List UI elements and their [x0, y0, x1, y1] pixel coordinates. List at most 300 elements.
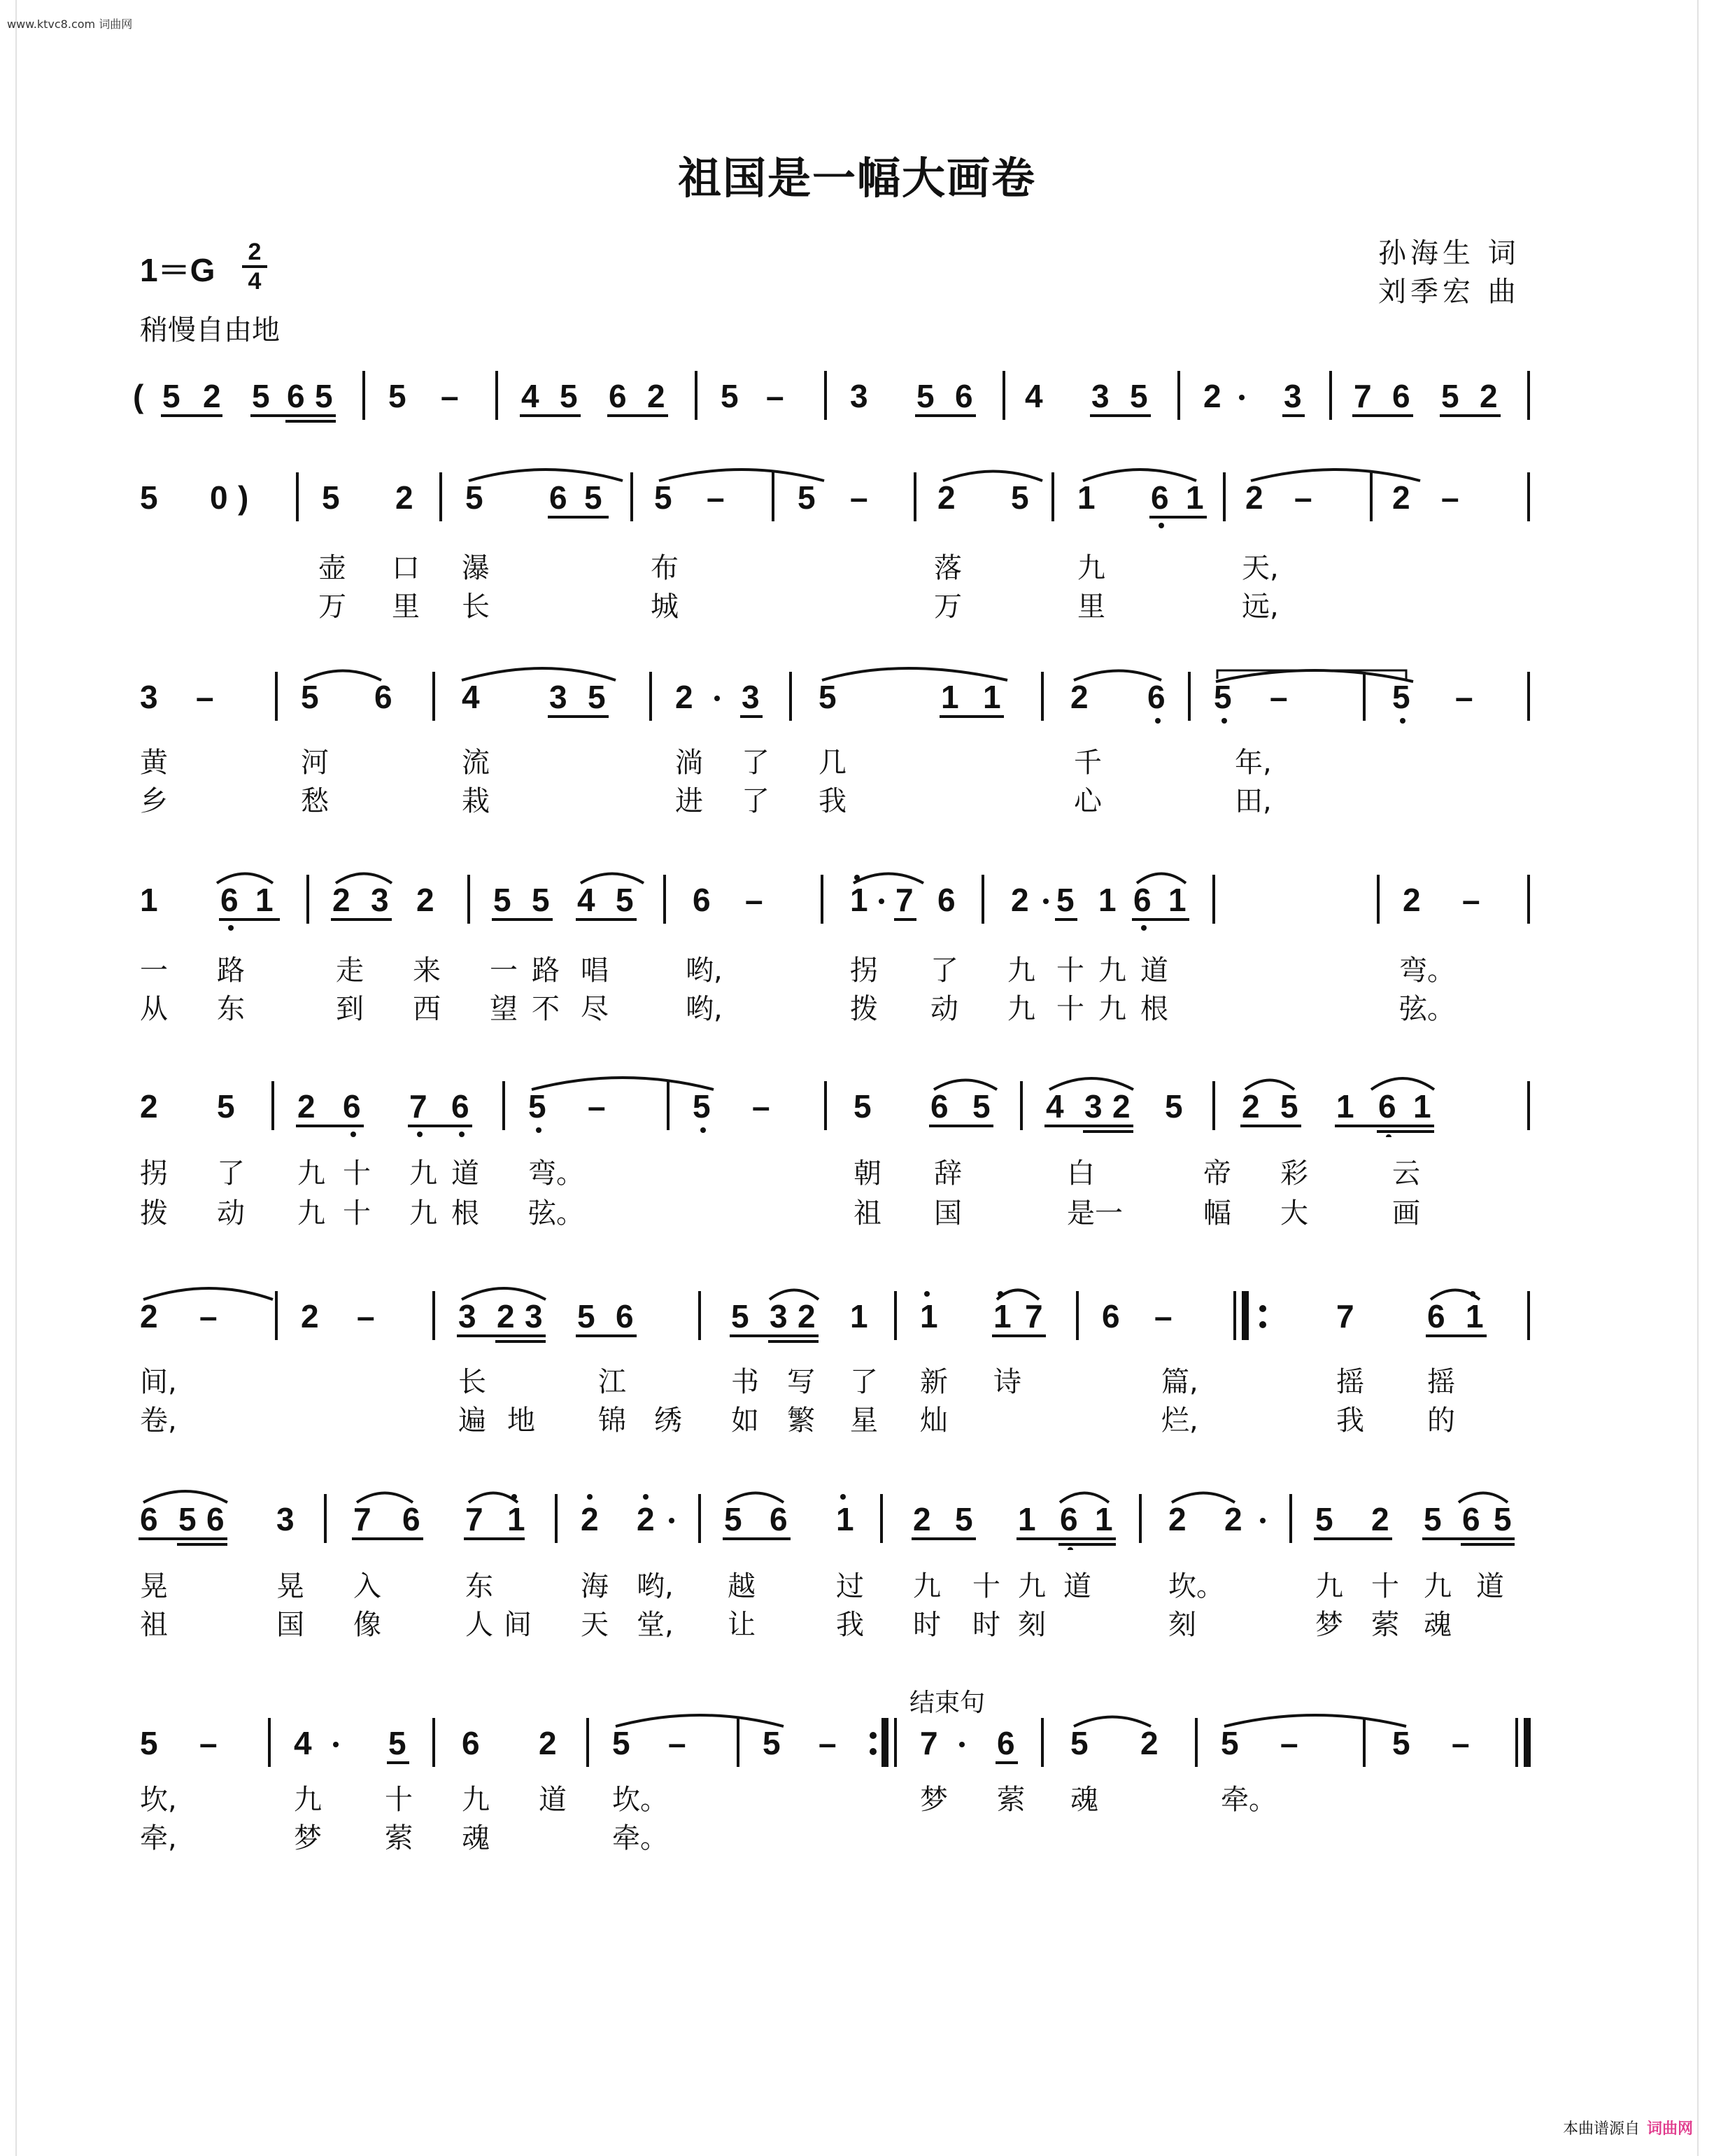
lyric-syllable: 动 [930, 993, 958, 1025]
footer-brand-link[interactable]: 词曲网 [1646, 2120, 1693, 2138]
svg-text:2: 2 [203, 378, 221, 414]
svg-text:2: 2 [637, 1501, 655, 1537]
lyric-syllable: 新 [920, 1366, 948, 1398]
lyric-syllable: 黄 [140, 747, 168, 779]
lyric-syllable: 九 [1315, 1570, 1343, 1602]
svg-text:1: 1 [983, 679, 1001, 715]
lyric-syllable: 大 [1280, 1197, 1308, 1230]
svg-text:7: 7 [409, 1088, 427, 1125]
score-row-7 [133, 1487, 1546, 1669]
lyric-syllable: 的 [1427, 1404, 1455, 1437]
svg-text:5: 5 [1315, 1501, 1333, 1537]
lyric-syllable: 东 [465, 1570, 493, 1602]
svg-text:1: 1 [1413, 1088, 1431, 1125]
lyric-syllable: 星 [850, 1404, 878, 1437]
lyric-syllable: 牵。 [1221, 1784, 1277, 1816]
svg-text:–: – [1455, 679, 1473, 715]
lyric-syllable: 梦 [294, 1822, 322, 1854]
svg-text:1: 1 [1095, 1501, 1113, 1537]
lyric-syllable: 堂, [637, 1609, 674, 1641]
score-row-5 [133, 1074, 1546, 1256]
lyric-syllable: 从 [140, 993, 168, 1025]
lyric-syllable: 栽 [462, 785, 490, 817]
score-row-6 [133, 1284, 1546, 1466]
svg-text:3: 3 [1284, 378, 1302, 414]
right-margin-strip [1697, 0, 1714, 2156]
lyric-syllable: 口 [392, 552, 420, 584]
svg-text:2: 2 [1392, 479, 1410, 516]
svg-text:5: 5 [140, 1725, 158, 1761]
lyric-syllable: 牵。 [612, 1822, 668, 1854]
svg-text:5: 5 [528, 1088, 546, 1125]
svg-text:1: 1 [1018, 1501, 1036, 1537]
notation-row-3 [133, 665, 1546, 728]
svg-text:3: 3 [1091, 378, 1110, 414]
svg-text:2: 2 [297, 1088, 316, 1125]
svg-text:5: 5 [178, 1501, 197, 1537]
svg-text:5: 5 [162, 378, 180, 414]
lyric-syllable: 田, [1235, 785, 1272, 817]
svg-text:4: 4 [577, 882, 595, 918]
lyric-syllable: 瀑 [462, 552, 490, 584]
lyric-syllable: 幅 [1203, 1197, 1231, 1230]
svg-text:5: 5 [1214, 679, 1232, 715]
lyric-syllable: 十 [1056, 993, 1084, 1025]
svg-text:6: 6 [343, 1088, 361, 1125]
score-row-8 [133, 1711, 1546, 1893]
lyric-syllable: 时 [913, 1609, 941, 1641]
lyric-syllable: 辞 [934, 1157, 962, 1190]
lyric-syllable: 烂, [1161, 1404, 1198, 1437]
lyric-syllable: 心 [1074, 785, 1102, 817]
svg-text:5: 5 [388, 378, 406, 414]
lyric-syllable: 帝 [1203, 1157, 1231, 1190]
svg-text:5: 5 [724, 1501, 742, 1537]
svg-text:2: 2 [1242, 1088, 1260, 1125]
svg-text:2: 2 [140, 1298, 158, 1334]
svg-text:6: 6 [693, 882, 711, 918]
lyric-syllable: 摇 [1427, 1366, 1455, 1398]
lyric-syllable: 国 [276, 1609, 304, 1641]
lyric-syllable: 弦。 [528, 1197, 584, 1230]
svg-text:–: – [1294, 479, 1312, 516]
svg-text:5: 5 [1130, 378, 1148, 414]
svg-text:2: 2 [798, 1298, 816, 1334]
svg-text:5: 5 [1165, 1088, 1183, 1125]
lyric-syllable: 魂 [1070, 1784, 1098, 1816]
lyric-syllable: 锦 [598, 1404, 626, 1437]
svg-text:5: 5 [465, 479, 483, 516]
lyric-syllable: 时 [972, 1609, 1000, 1641]
song-title: 祖国是一幅大画卷 [677, 153, 1036, 204]
svg-text:5: 5 [1280, 1088, 1298, 1125]
lyric-syllable: 东 [217, 993, 245, 1025]
lyric-syllable: 过 [836, 1570, 864, 1602]
lyric-syllable: 刻 [1168, 1609, 1196, 1641]
svg-text:6: 6 [220, 882, 239, 918]
lyric-syllable: 万 [934, 591, 962, 623]
svg-text:5: 5 [1424, 1501, 1442, 1537]
svg-text:2: 2 [395, 479, 413, 516]
lyric-syllable: 拨 [140, 1197, 168, 1230]
footer-source [1563, 2117, 1693, 2139]
lyric-syllable: 牵, [140, 1822, 177, 1854]
svg-text:–: – [1462, 882, 1480, 918]
lyric-syllable: 十 [343, 1157, 371, 1190]
svg-text:5: 5 [1056, 882, 1075, 918]
lyric-syllable: 萦 [385, 1822, 413, 1854]
lyric-syllable: 布 [651, 552, 679, 584]
lyric-syllable: 我 [1336, 1404, 1364, 1437]
lyric-syllable: 彩 [1280, 1157, 1308, 1190]
svg-text:5: 5 [731, 1298, 749, 1334]
lyric-syllable: 九 [1424, 1570, 1452, 1602]
svg-text:(: ( [133, 378, 144, 414]
lyric-syllable: 九 [1007, 954, 1035, 987]
svg-text:3: 3 [458, 1298, 476, 1334]
lyric-syllable: 书 [731, 1366, 759, 1398]
lyric-syllable: 路 [217, 954, 245, 987]
lyric-syllable: 弯。 [528, 1157, 584, 1190]
lyric-syllable: 刻 [1018, 1609, 1046, 1641]
svg-text:7: 7 [1354, 378, 1372, 414]
svg-text:4: 4 [521, 378, 539, 414]
lyric-syllable: 萦 [997, 1784, 1025, 1816]
svg-text:2: 2 [1245, 479, 1263, 516]
lyric-syllable: 九 [1077, 552, 1105, 584]
lyric-syllable: 根 [1140, 993, 1168, 1025]
lyric-syllable: 摇 [1336, 1366, 1364, 1398]
lyric-syllable: 九 [1018, 1570, 1046, 1602]
lyric-syllable: 拐 [140, 1157, 168, 1190]
svg-text:2: 2 [1070, 679, 1089, 715]
svg-text:6: 6 [374, 679, 392, 715]
lyric-syllable: 海 [581, 1570, 609, 1602]
lyric-syllable: 入 [353, 1570, 381, 1602]
lyric-syllable: 坎。 [1168, 1570, 1224, 1602]
lyric-syllable: 了 [742, 785, 770, 817]
svg-text:3: 3 [850, 378, 868, 414]
lyric-syllable: 魂 [1424, 1609, 1452, 1641]
lyric-syllable: 写 [787, 1366, 815, 1398]
footer-source-text: 本曲谱源自 [1562, 2120, 1640, 2138]
lyric-syllable: 白 [1067, 1157, 1095, 1190]
svg-text:–: – [199, 1725, 218, 1761]
svg-text:5: 5 [322, 479, 340, 516]
lyric-syllable: 拐 [850, 954, 878, 987]
lyric-syllable: 九 [462, 1784, 490, 1816]
svg-text:2: 2 [301, 1298, 319, 1334]
lyric-syllable: 远, [1242, 591, 1279, 623]
svg-text:5: 5 [763, 1725, 781, 1761]
svg-text:7: 7 [353, 1501, 371, 1537]
lyric-syllable: 愁 [301, 785, 329, 817]
lyric-syllable: 唱 [581, 954, 609, 987]
lyric-syllable: 朝 [854, 1157, 881, 1190]
svg-text:2: 2 [1140, 1725, 1159, 1761]
svg-text:–: – [745, 882, 763, 918]
svg-text:1: 1 [140, 882, 158, 918]
lyric-syllable: 里 [1077, 591, 1105, 623]
lyric-syllable: 根 [451, 1197, 479, 1230]
lyric-syllable: 哟, [637, 1570, 674, 1602]
svg-text:5: 5 [301, 679, 319, 715]
lyric-syllable: 拨 [850, 993, 878, 1025]
lyric-syllable: 国 [934, 1197, 962, 1230]
svg-text:6: 6 [930, 1088, 949, 1125]
svg-text:6: 6 [955, 378, 973, 414]
svg-text:2: 2 [1224, 1501, 1242, 1537]
lyric-syllable: 九 [297, 1197, 325, 1230]
lyric-syllable: 河 [301, 747, 329, 779]
lyric-syllable: 里 [392, 591, 420, 623]
svg-text:5: 5 [560, 378, 578, 414]
svg-text:5: 5 [616, 882, 634, 918]
lyric-syllable: 九 [1098, 993, 1126, 1025]
svg-text:4: 4 [1025, 378, 1043, 414]
svg-text:2: 2 [1011, 882, 1029, 918]
svg-text:5: 5 [1494, 1501, 1512, 1537]
svg-text:6: 6 [1133, 882, 1152, 918]
svg-text:6: 6 [1102, 1298, 1120, 1334]
svg-text:–: – [1441, 479, 1459, 516]
left-margin-strip [0, 0, 17, 2156]
svg-text:1: 1 [1098, 882, 1117, 918]
svg-text:–: – [707, 479, 725, 516]
lyric-syllable: 祖 [854, 1197, 881, 1230]
svg-text:3: 3 [549, 679, 567, 715]
lyric-syllable: 路 [532, 954, 560, 987]
svg-text:3: 3 [371, 882, 389, 918]
lyric-syllable: 九 [913, 1570, 941, 1602]
notation-row-7 [133, 1487, 1546, 1550]
svg-text:5: 5 [1070, 1725, 1089, 1761]
lyric-syllable: 天, [1242, 552, 1279, 584]
svg-text:4: 4 [462, 679, 480, 715]
svg-text:–: – [850, 479, 868, 516]
svg-text:5: 5 [315, 378, 333, 414]
svg-text:–: – [196, 679, 214, 715]
svg-text:–: – [1280, 1725, 1298, 1761]
svg-text:2: 2 [1403, 882, 1421, 918]
svg-text:1: 1 [1186, 479, 1204, 516]
lyric-syllable: 繁 [787, 1404, 815, 1437]
lyric-syllable: 坎, [140, 1784, 177, 1816]
svg-text:2: 2 [497, 1298, 515, 1334]
svg-text:1: 1 [255, 882, 274, 918]
svg-text:6: 6 [609, 378, 627, 414]
svg-text:5: 5 [493, 882, 511, 918]
svg-text:5: 5 [588, 679, 606, 715]
notation-row-8 [133, 1711, 1546, 1774]
lyric-syllable: 如 [731, 1404, 759, 1437]
svg-text:6: 6 [1378, 1088, 1396, 1125]
lyric-syllable: 淌 [675, 747, 703, 779]
lyric-syllable: 魂 [462, 1822, 490, 1854]
lyric-syllable: 间, [140, 1366, 177, 1398]
lyric-syllable: 万 [318, 591, 346, 623]
tempo-marking: 稍慢自由地 [140, 314, 280, 346]
svg-text:1: 1 [850, 882, 868, 918]
svg-text:–: – [588, 1088, 606, 1125]
time-signature [241, 239, 269, 294]
key-signature: 1＝G [140, 252, 215, 288]
lyric-syllable: 长 [458, 1366, 486, 1398]
svg-text:7: 7 [1336, 1298, 1354, 1334]
lyric-syllable: 云 [1392, 1157, 1420, 1190]
svg-text:–: – [357, 1298, 375, 1334]
svg-text:1: 1 [941, 679, 959, 715]
lyric-syllable: 九 [409, 1157, 437, 1190]
notation-row-1 [133, 364, 1546, 427]
lyric-syllable: 我 [819, 785, 847, 817]
lyric-syllable: 走 [336, 954, 364, 987]
svg-text:1: 1 [850, 1298, 868, 1334]
lyric-syllable: 篇, [1161, 1366, 1198, 1398]
svg-text:2: 2 [1480, 378, 1498, 414]
svg-text:3: 3 [742, 679, 760, 715]
time-signature-numerator: 2 [248, 239, 262, 265]
coda-label: 结束句 [909, 1689, 986, 1717]
svg-text:7: 7 [895, 882, 914, 918]
svg-text:–: – [668, 1725, 686, 1761]
svg-text:3: 3 [140, 679, 158, 715]
lyric-syllable: 卷, [140, 1404, 177, 1437]
score-row-2 [133, 465, 1546, 647]
svg-text:3: 3 [770, 1298, 788, 1334]
svg-text:6: 6 [462, 1725, 480, 1761]
lyric-syllable: 十 [1371, 1570, 1399, 1602]
svg-text:1: 1 [1168, 882, 1187, 918]
svg-text:5: 5 [916, 378, 935, 414]
lyric-syllable: 梦 [920, 1784, 948, 1816]
lyric-syllable: 长 [462, 591, 490, 623]
svg-text:3: 3 [525, 1298, 543, 1334]
lyric-syllable: 落 [934, 552, 962, 584]
lyric-syllable: 灿 [920, 1404, 948, 1437]
svg-text:1: 1 [920, 1298, 938, 1334]
time-signature-denominator: 4 [248, 268, 262, 295]
svg-text:4: 4 [1046, 1088, 1064, 1125]
svg-text:6: 6 [451, 1088, 469, 1125]
svg-text:6: 6 [1462, 1501, 1480, 1537]
lyric-syllable: 九 [409, 1197, 437, 1230]
lyric-syllable: 十 [1056, 954, 1084, 987]
svg-text:6: 6 [937, 882, 956, 918]
lyric-syllable: 九 [1098, 954, 1126, 987]
svg-text:2: 2 [416, 882, 434, 918]
lyric-syllable: 九 [297, 1157, 325, 1190]
svg-text:2: 2 [1203, 378, 1221, 414]
lyric-syllable: 来 [413, 954, 441, 987]
svg-text:5: 5 [819, 679, 837, 715]
svg-text:6: 6 [1147, 679, 1166, 715]
svg-text:5: 5 [1392, 1725, 1410, 1761]
svg-text:6: 6 [1427, 1298, 1445, 1334]
lyric-syllable: 了 [930, 954, 958, 987]
notation-row-4 [133, 868, 1546, 931]
lyric-syllable: 九 [1007, 993, 1035, 1025]
lyric-syllable: 梦 [1315, 1609, 1343, 1641]
lyric-syllable: 哟, [686, 993, 723, 1025]
svg-text:6: 6 [1151, 479, 1169, 516]
lyric-syllable: 十 [385, 1784, 413, 1816]
svg-text:5: 5 [584, 479, 602, 516]
lyric-syllable: 弯。 [1399, 954, 1455, 987]
svg-text:3: 3 [276, 1501, 295, 1537]
svg-text:2: 2 [675, 679, 693, 715]
lyric-syllable: 了 [850, 1366, 878, 1398]
lyric-syllable: 哟, [686, 954, 723, 987]
svg-text:–: – [1154, 1298, 1173, 1334]
svg-text:5: 5 [955, 1501, 973, 1537]
svg-text:1: 1 [993, 1298, 1012, 1334]
lyric-syllable: 十 [343, 1197, 371, 1230]
lyric-syllable: 晃 [140, 1570, 168, 1602]
lyric-syllable: 道 [1476, 1570, 1504, 1602]
site-url: www.ktvc8.com 词曲网 [7, 17, 133, 31]
lyric-syllable: 道 [539, 1784, 567, 1816]
notation-row-2 [133, 465, 1546, 528]
lyric-syllable: 一 [490, 954, 518, 987]
lyric-syllable: 壶 [318, 552, 346, 584]
svg-text:6: 6 [1060, 1501, 1078, 1537]
svg-text:5: 5 [612, 1725, 630, 1761]
svg-text:): ) [238, 479, 249, 516]
svg-text:2: 2 [140, 1088, 158, 1125]
svg-text:4: 4 [294, 1725, 312, 1761]
score-row-3 [133, 665, 1546, 847]
lyric-syllable: 不 [532, 993, 560, 1025]
svg-text:7: 7 [465, 1501, 483, 1537]
lyric-syllable: 流 [462, 747, 490, 779]
svg-text:6: 6 [287, 378, 305, 414]
lyric-syllable: 动 [217, 1197, 245, 1230]
lyric-syllable: 画 [1392, 1197, 1420, 1230]
svg-text:–: – [752, 1088, 770, 1125]
svg-text:5: 5 [252, 378, 270, 414]
svg-text:6: 6 [402, 1501, 420, 1537]
lyric-syllable: 遍 [458, 1404, 486, 1437]
lyric-syllable: 进 [675, 785, 703, 817]
svg-text:2: 2 [647, 378, 665, 414]
composer-credit: 刘季宏 曲 [1378, 276, 1520, 308]
lyric-syllable: 弦。 [1399, 993, 1455, 1025]
svg-text:5: 5 [1221, 1725, 1239, 1761]
svg-text:2: 2 [332, 882, 350, 918]
svg-text:5: 5 [140, 479, 158, 516]
svg-text:–: – [819, 1725, 837, 1761]
lyric-syllable: 人 [465, 1609, 493, 1641]
lyric-syllable: 乡 [140, 785, 168, 817]
svg-text:6: 6 [206, 1501, 225, 1537]
lyric-syllable: 让 [728, 1609, 756, 1641]
lyric-syllable: 诗 [993, 1366, 1021, 1398]
svg-text:–: – [199, 1298, 218, 1334]
lyric-syllable: 天 [581, 1609, 609, 1641]
svg-text:–: – [1452, 1725, 1470, 1761]
lyric-syllable: 几 [819, 747, 847, 779]
lyric-syllable: 地 [507, 1404, 535, 1437]
svg-text:5: 5 [798, 479, 816, 516]
svg-text:1: 1 [836, 1501, 854, 1537]
svg-text:0: 0 [210, 479, 228, 516]
score-row-4 [133, 868, 1546, 1050]
svg-text:5: 5 [654, 479, 672, 516]
lyric-syllable: 千 [1074, 747, 1102, 779]
svg-text:2: 2 [539, 1725, 557, 1761]
lyric-syllable: 到 [336, 993, 364, 1025]
